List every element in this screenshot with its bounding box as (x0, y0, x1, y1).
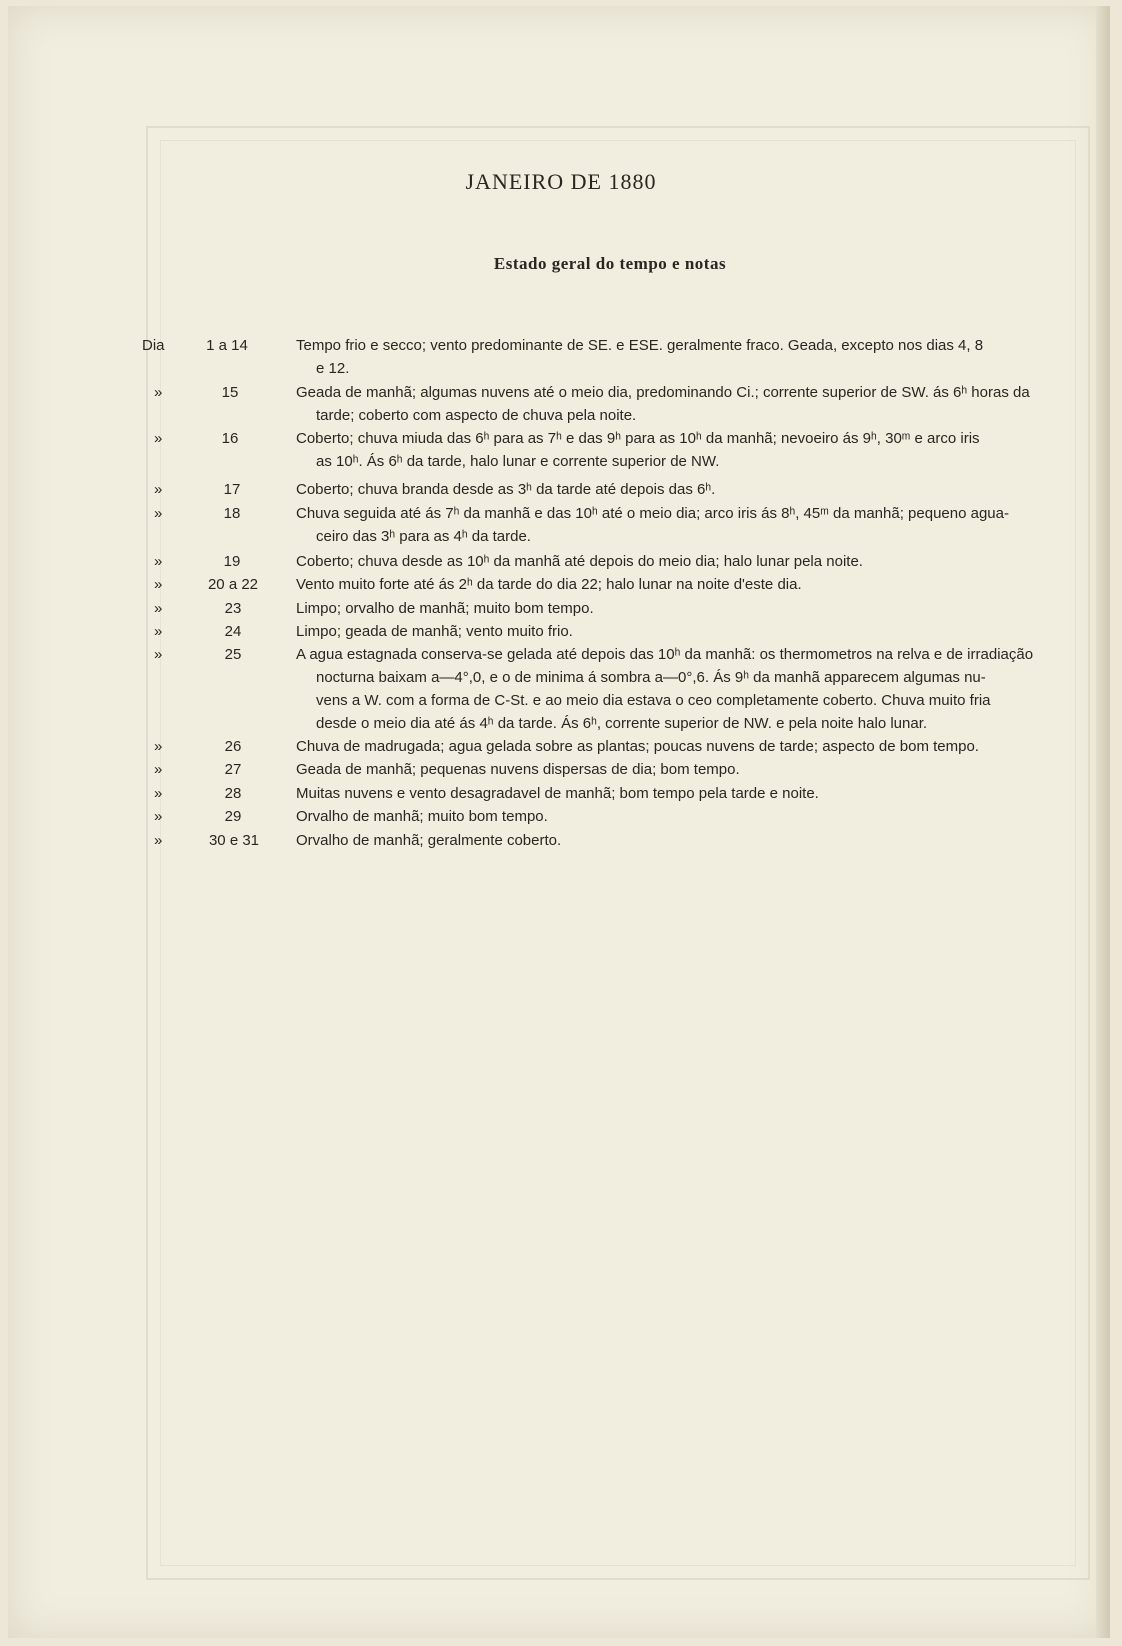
entry-marker: » (154, 808, 163, 825)
entry-day: 17 (223, 481, 241, 498)
entry-note: Tempo frio e secco; vento predominante de SE. e ESE. geralmente fraco. Geada, excepto nos dias 4, 8 e 12. (296, 337, 984, 377)
entry-note: Vento muito forte até ás 2ʰ da tarde do dia 22; halo lunar na noite d'este dia. (296, 576, 802, 593)
entry-marker: » (154, 600, 163, 617)
entry-note: Coberto; chuva desde as 10ʰ da manhã até depois do meio dia; halo lunar pela noite. (296, 553, 863, 570)
entry-day: 18 (223, 505, 241, 522)
entry-note: Geada de manhã; pequenas nuvens dispersas de dia; bom tempo. (296, 761, 740, 778)
entry-day: 26 (224, 738, 242, 755)
entry-marker: » (154, 832, 163, 849)
entry-day: 28 (224, 785, 242, 802)
entry-day: 16 (221, 430, 239, 447)
entry-marker: » (154, 576, 163, 593)
entry-note: Chuva seguida até ás 7ʰ da manhã e das 10ʰ até o meio dia; arco iris ás 8ʰ, 45ᵐ da manhã; pequeno agua- ceiro das 3ʰ para as 4ʰ da tarde. (296, 505, 1009, 545)
entry-day: 25 (224, 646, 242, 663)
entry-marker: Dia (142, 337, 165, 354)
entry-note: Chuva de madrugada; agua gelada sobre as plantas; poucas nuvens de tarde; aspecto de bom tempo. (296, 738, 979, 755)
entry-note: A agua estagnada conserva-se gelada até depois das 10ʰ da manhã: os thermometros na relva e de irradiação nocturna baixam a—4°,0, e o de minima á sombra a—0°,6. Ás 9ʰ da manhã apparecem algumas nu- vens a W. com a forma de C-St. e ao meio dia estava o ceo completamente coberto. Chuva muito fria desde o meio dia até ás 4ʰ da tarde. Ás 6ʰ, corrente superior de NW. e pela noite halo lunar. (296, 646, 1034, 732)
entry-note: Muitas nuvens e vento desagradavel de manhã; bom tempo pela tarde e noite. (296, 785, 819, 802)
entry-marker: » (154, 505, 163, 522)
entry-day: 30 e 31 (208, 832, 260, 849)
entry-note: Coberto; chuva branda desde as 3ʰ da tarde até depois das 6ʰ. (296, 481, 716, 498)
entry-marker: » (154, 623, 163, 640)
entry-note: Orvalho de manhã; geralmente coberto. (296, 832, 562, 849)
entry-marker: » (154, 738, 163, 755)
entry-note: Geada de manhã; algumas nuvens até o meio dia, predominando Ci.; corrente superior de SW. ás 6ʰ horas da tarde; coberto com aspecto de chuva pela noite. (296, 384, 1030, 424)
entry-day: 27 (224, 761, 242, 778)
entry-note: Coberto; chuva miuda das 6ʰ para as 7ʰ e das 9ʰ para as 10ʰ da manhã; nevoeiro ás 9ʰ, 30ᵐ e arco iris as 10ʰ. Ás 6ʰ da tarde, halo lunar e corrente superior de NW. (296, 430, 980, 470)
entry-marker: » (154, 481, 163, 498)
entry-marker: » (154, 553, 163, 570)
entry-day: 24 (224, 623, 242, 640)
entry-note: Limpo; orvalho de manhã; muito bom tempo. (296, 600, 594, 617)
entry-day: 23 (224, 600, 242, 617)
entry-day: 19 (223, 553, 241, 570)
entry-day: 29 (224, 808, 242, 825)
entry-note: Orvalho de manhã; muito bom tempo. (296, 808, 548, 825)
entry-day: 20 a 22 (207, 576, 259, 593)
entry-marker: » (154, 384, 163, 401)
page-title: JANEIRO DE 1880 (465, 169, 657, 194)
section-subtitle: Estado geral do tempo e notas (493, 254, 727, 273)
entry-marker: » (154, 646, 163, 663)
entry-marker: » (154, 430, 163, 447)
entry-day: 1 a 14 (206, 337, 248, 354)
entry-note: Limpo; geada de manhã; vento muito frio. (296, 623, 573, 640)
entry-marker: » (154, 761, 163, 778)
entry-marker: » (154, 785, 163, 802)
entry-day: 15 (221, 384, 239, 401)
